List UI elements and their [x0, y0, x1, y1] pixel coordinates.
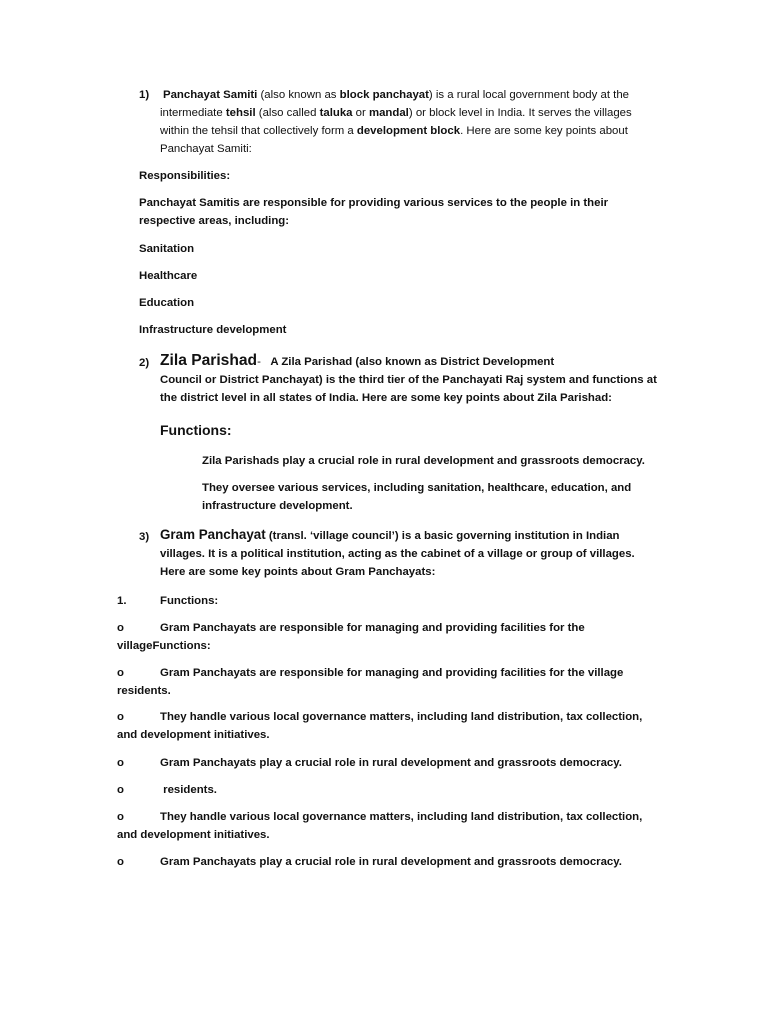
responsibilities-paragraph: Panchayat Samitis are responsible for providing various services to the people in their respective areas, including:	[139, 197, 609, 227]
bullet-text: residents.	[160, 784, 217, 796]
bullet-marker: o	[117, 622, 124, 634]
bullet-item	[117, 808, 647, 844]
bullet-marker: o	[117, 811, 124, 823]
list-item: Education	[139, 297, 195, 309]
bullet-text: Gram Panchayats play a crucial role in rural development and grassroots democracy.	[160, 757, 622, 769]
list-number: 1.	[117, 595, 127, 607]
bullet-marker: o	[117, 757, 124, 769]
bullet-item	[117, 754, 647, 772]
section-paragraph: Council or District Panchayat) is the third tier of the Panchayati Raj system and functions at the district level in all states of India. Here are some key points about Zila Parishad:	[160, 374, 657, 404]
functions-paragraph: They oversee various services, including sanitation, healthcare, education, and infrastructure development.	[202, 482, 632, 512]
term-gram-panchayat: Gram Panchayat	[160, 527, 266, 542]
text-run: (also known as	[257, 89, 340, 101]
bullet-marker: o	[117, 784, 124, 796]
bullet-text: Gram Panchayats play a crucial role in rural development and grassroots democracy.	[160, 856, 622, 868]
numbered-item	[117, 592, 647, 610]
text-run: (transl. ‘village council’) is a basic governing institution in Indian villages. It is a political institution, acting as the cabinet of a village or group of villages. Here are some key points about Gram Panchayats:	[160, 530, 635, 578]
term-panchayat-samiti: Panchayat Samiti	[163, 89, 258, 101]
section-zila-parishad	[139, 352, 659, 407]
list-item: Healthcare	[139, 270, 198, 282]
functions-paragraph: Zila Parishads play a crucial role in rural development and grassroots democracy.	[202, 455, 645, 467]
bold-run: development block	[356, 125, 461, 137]
text-run: . Here are some key points about Panchayat Samiti:	[160, 125, 628, 155]
section-number: 2)	[139, 357, 150, 369]
bullet-text: They handle various local governance matters, including land distribution, tax collection, and development initiatives.	[117, 811, 643, 841]
bold-run: mandal	[368, 107, 409, 119]
section-number: 1)	[139, 89, 150, 101]
list-item: Sanitation	[139, 243, 195, 255]
bullet-item	[117, 619, 647, 655]
bullet-marker: o	[117, 711, 124, 723]
lead-text: A Zila Parishad (also known as District Development	[270, 356, 555, 368]
list-item: Infrastructure development	[139, 324, 287, 336]
text-run: or	[352, 107, 369, 119]
bullet-marker: o	[117, 856, 124, 868]
bullet-item	[117, 708, 647, 744]
bold-run: tehsil	[225, 107, 256, 119]
section-panchayat-samiti	[139, 86, 659, 158]
section-gram-panchayat	[139, 526, 659, 581]
bullet-text: Gram Panchayats are responsible for managing and providing facilities for the village residents.	[117, 667, 624, 697]
functions-heading: Functions:	[160, 422, 232, 438]
bold-run: taluka	[319, 107, 353, 119]
section-heading-line	[160, 352, 659, 371]
section-number: 3)	[139, 531, 150, 543]
text-run: ) or block level in India. It serves the villages within the tehsil that collectively form a	[160, 107, 632, 137]
bullet-item	[117, 781, 647, 799]
bullet-item	[117, 853, 647, 871]
responsibilities-heading: Responsibilities:	[139, 170, 231, 182]
term-zila-parishad: Zila Parishad	[160, 352, 258, 369]
list-text: Functions:	[160, 595, 219, 607]
dash: -	[257, 356, 261, 368]
text-run: (also called	[255, 107, 320, 119]
bold-run: block panchayat	[339, 89, 429, 101]
bullet-item	[117, 664, 647, 700]
bullet-text: They handle various local governance matters, including land distribution, tax collection, and development initiatives.	[117, 711, 643, 741]
section-paragraph	[160, 86, 659, 158]
bullet-marker: o	[117, 667, 124, 679]
bullet-text: Gram Panchayats are responsible for managing and providing facilities for the villageFunctions:	[117, 622, 585, 652]
text-run: ) is a rural local government body at the intermediate	[160, 89, 629, 119]
section-paragraph	[160, 526, 659, 581]
